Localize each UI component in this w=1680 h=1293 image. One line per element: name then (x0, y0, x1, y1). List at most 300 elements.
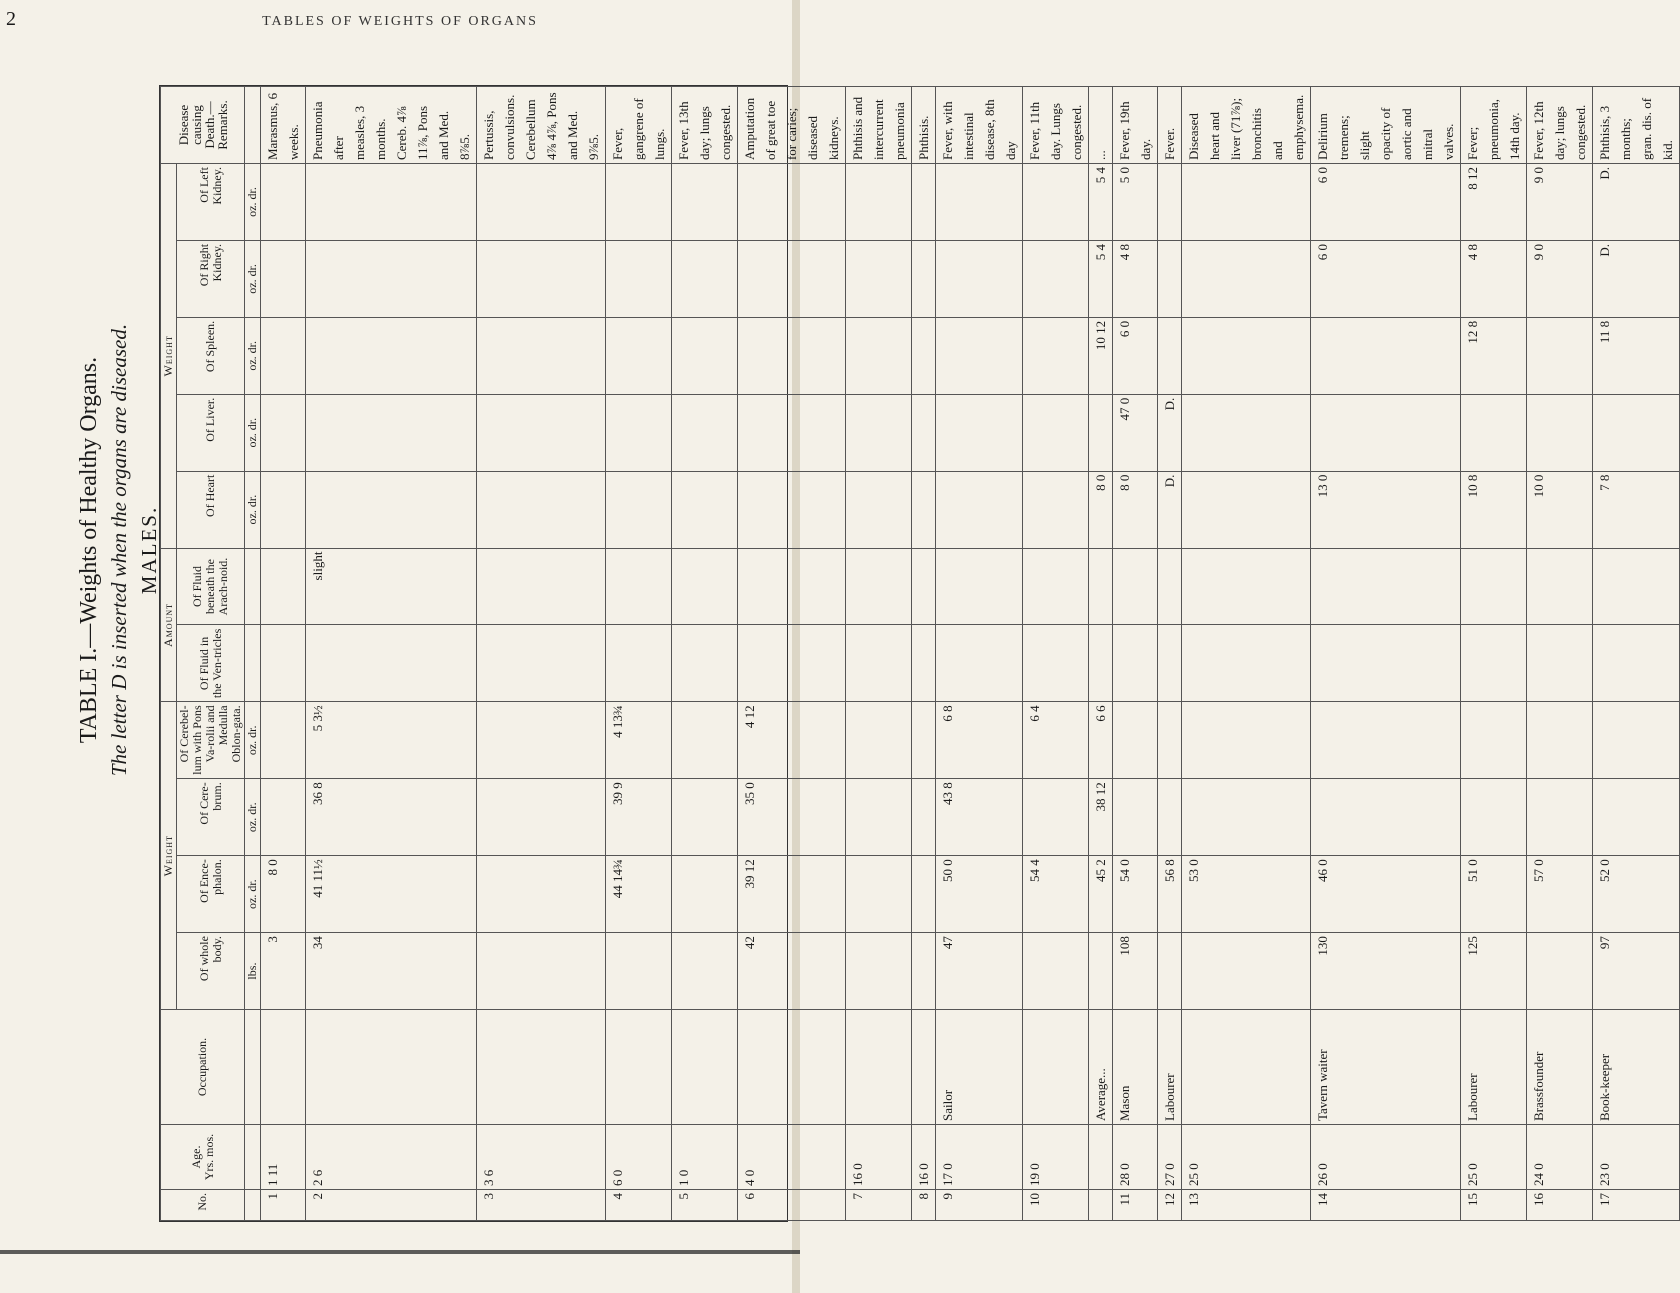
cell-cerebellum (1113, 702, 1158, 779)
cell-cerebrum (1023, 779, 1089, 856)
cell-occupation (477, 1010, 606, 1125)
cell-body (672, 933, 738, 1010)
cell-cerebrum (1311, 779, 1461, 856)
cell-spleen (672, 317, 738, 394)
cell-arach (1023, 548, 1089, 625)
unit-age (245, 1125, 261, 1190)
cell-rk (477, 240, 606, 317)
cell-enceph: 54 4 (1023, 856, 1089, 933)
cell-body (606, 933, 672, 1010)
cell-rk (912, 240, 936, 317)
cell-age: 1 0 (672, 1125, 738, 1190)
cell-lk: 5 4 (1089, 164, 1113, 241)
cell-disease: Fever, gangrene of lungs. (606, 87, 672, 164)
cell-heart: 10 0 (1527, 471, 1593, 548)
col-age-label: Age. (188, 1145, 203, 1169)
cell-spleen (477, 317, 606, 394)
cell-cerebrum (912, 779, 936, 856)
col-no: No. (161, 1190, 245, 1221)
cell-rk (738, 240, 846, 317)
cell-occupation: Tavern waiter (1311, 1010, 1461, 1125)
cell-enceph: 8 0 (261, 856, 306, 933)
col-fluid-arachnoid: Of Fluid beneath the Arach-noid. (177, 548, 245, 625)
cell-no: 5 (672, 1190, 738, 1221)
cell-age: 27 0 (1158, 1125, 1182, 1190)
cell-spleen (1182, 317, 1311, 394)
cell-disease: Fever, 19th day. (1113, 87, 1158, 164)
table-row (306, 87, 477, 1221)
cell-spleen (261, 317, 306, 394)
table-row (1023, 87, 1089, 1221)
cell-cerebellum: 4 13¾ (606, 702, 672, 779)
weights-table (160, 86, 1680, 1221)
cell-enceph: 53 0 (1182, 856, 1311, 933)
cell-rk (606, 240, 672, 317)
cell-enceph (912, 856, 936, 933)
cell-vent (1113, 625, 1158, 702)
cell-cerebrum (1461, 779, 1527, 856)
running-head: TABLES OF WEIGHTS OF ORGANS (262, 14, 538, 29)
table-row (672, 87, 738, 1221)
cell-cerebellum: 5 3½ (306, 702, 477, 779)
cell-body: 34 (306, 933, 477, 1010)
cell-liver (1089, 394, 1113, 471)
cell-age: 3 6 (477, 1125, 606, 1190)
cell-no: 13 (1182, 1190, 1311, 1221)
cell-vent (936, 625, 1023, 702)
cell-age: 25 0 (1461, 1125, 1527, 1190)
cell-vent (1182, 625, 1311, 702)
unit-whole-body: lbs. (245, 933, 261, 1010)
cell-vent (912, 625, 936, 702)
cell-heart (1182, 471, 1311, 548)
cell-disease: Pertussis, convulsions. Cerebellum 4⅞ 4⅞, Pons and Med. 9⅞5. (477, 87, 606, 164)
cell-arach (912, 548, 936, 625)
cell-cerebrum (1182, 779, 1311, 856)
cell-cerebrum (1527, 779, 1593, 856)
cell-age: 4 0 (738, 1125, 846, 1190)
cell-age: 16 0 (846, 1125, 912, 1190)
cell-heart (606, 471, 672, 548)
cell-rk (1158, 240, 1182, 317)
cell-cerebrum (1593, 779, 1680, 856)
cell-enceph: 56 8 (1158, 856, 1182, 933)
unit-disease (245, 87, 261, 164)
cell-occupation (261, 1010, 306, 1125)
cell-disease: Fever. (1158, 87, 1182, 164)
cell-cerebrum (1113, 779, 1158, 856)
cell-enceph (477, 856, 606, 933)
cell-body (1158, 933, 1182, 1010)
col-age (161, 1125, 245, 1190)
cell-body: 47 (936, 933, 1023, 1010)
cell-disease: ... (1089, 87, 1113, 164)
cell-age: 6 0 (606, 1125, 672, 1190)
cell-spleen (1527, 317, 1593, 394)
cell-arach (1158, 548, 1182, 625)
cell-rk (261, 240, 306, 317)
cell-lk (912, 164, 936, 241)
cell-liver (912, 394, 936, 471)
cell-cerebrum: 36 8 (306, 779, 477, 856)
cell-body (1023, 933, 1089, 1010)
cell-liver (477, 394, 606, 471)
cell-no (1089, 1190, 1113, 1221)
cell-age (1089, 1125, 1113, 1190)
cell-cerebellum (261, 702, 306, 779)
table-row (1593, 87, 1680, 1221)
unit-heart: oz. dr. (245, 471, 261, 548)
cell-occupation: Brassfounder (1527, 1010, 1593, 1125)
cell-arach (936, 548, 1023, 625)
unit-left-kidney: oz. dr. (245, 164, 261, 241)
cell-cerebrum (261, 779, 306, 856)
cell-arach (1461, 548, 1527, 625)
cell-liver (936, 394, 1023, 471)
cell-arach (477, 548, 606, 625)
cell-age: 24 0 (1527, 1125, 1593, 1190)
cell-age: 16 0 (912, 1125, 936, 1190)
cell-liver (306, 394, 477, 471)
cell-liver (1311, 394, 1461, 471)
table-row (1461, 87, 1527, 1221)
table-title: TABLE I.—Weights of Healthy Organs. (76, 356, 102, 744)
cell-enceph: 50 0 (936, 856, 1023, 933)
col-fluid-ventricles: Of Fluid in the Ven-tricles (177, 625, 245, 702)
cell-rk: 4 8 (1461, 240, 1527, 317)
cell-arach (846, 548, 912, 625)
cell-spleen (1023, 317, 1089, 394)
col-encephalon: Of Ence-phalon. (177, 856, 245, 933)
cell-arach: slight (306, 548, 477, 625)
unit-no (245, 1190, 261, 1221)
cell-body: 130 (1311, 933, 1461, 1010)
cell-cerebellum (1158, 702, 1182, 779)
cell-no: 16 (1527, 1190, 1593, 1221)
cell-occupation: Book-keeper (1593, 1010, 1680, 1125)
cell-vent (1089, 625, 1113, 702)
cell-vent (1593, 625, 1680, 702)
cell-lk (306, 164, 477, 241)
cell-spleen (1158, 317, 1182, 394)
unit-arachnoid (245, 548, 261, 625)
cell-spleen: 12 8 (1461, 317, 1527, 394)
cell-enceph: 39 12 (738, 856, 846, 933)
cell-spleen (606, 317, 672, 394)
cell-arach (738, 548, 846, 625)
cell-disease: Pneumonia after measles, 3 months. Cereb. 4⅞ 11⅞, Pons and Med. 8⅞5. (306, 87, 477, 164)
table-row (912, 87, 936, 1221)
cell-arach (1113, 548, 1158, 625)
cell-spleen (846, 317, 912, 394)
cell-spleen (738, 317, 846, 394)
unit-cerebrum: oz. dr. (245, 779, 261, 856)
cell-enceph: 45 2 (1089, 856, 1113, 933)
cell-cerebellum (1593, 702, 1680, 779)
cell-vent (1311, 625, 1461, 702)
cell-vent (1461, 625, 1527, 702)
cell-lk (1023, 164, 1089, 241)
cell-disease: Fever, 13th day; lungs congested. (672, 87, 738, 164)
cell-lk: 6 0 (1311, 164, 1461, 241)
cell-disease: Diseased heart and liver (71⅞); bronchitis and emphysema. (1182, 87, 1311, 164)
cell-no: 3 (477, 1190, 606, 1221)
cell-disease: Delirium tremens; slight opacity of aortic and mitral valves. (1311, 87, 1461, 164)
cell-liver (261, 394, 306, 471)
cell-spleen: 6 0 (1113, 317, 1158, 394)
table-row (1089, 87, 1113, 1221)
col-right-kidney: Of Right Kidney. (177, 240, 245, 317)
cell-lk (846, 164, 912, 241)
col-cerebrum: Of Cere-brum. (177, 779, 245, 856)
cell-heart: 8 0 (1113, 471, 1158, 548)
table-row (936, 87, 1023, 1221)
cell-body (912, 933, 936, 1010)
bottom-rule (0, 1250, 800, 1254)
cell-occupation (912, 1010, 936, 1125)
col-cerebellum: Of Cerebel-lum with Pons Va-rolii and Medulla Oblon-gata. (177, 702, 245, 779)
cell-occupation: Mason (1113, 1010, 1158, 1125)
cell-arach (672, 548, 738, 625)
cell-spleen: 10 12 (1089, 317, 1113, 394)
cell-body: 108 (1113, 933, 1158, 1010)
cell-liver (846, 394, 912, 471)
cell-age: 1 11 (261, 1125, 306, 1190)
cell-arach (606, 548, 672, 625)
col-liver: Of Liver. (177, 394, 245, 471)
cell-vent (261, 625, 306, 702)
group-weight-organs: Weight (161, 164, 177, 549)
cell-age: 28 0 (1113, 1125, 1158, 1190)
cell-no: 6 (738, 1190, 846, 1221)
cell-vent (606, 625, 672, 702)
cell-age: 25 0 (1182, 1125, 1311, 1190)
col-age-units: Yrs. mos. (201, 1133, 216, 1181)
cell-no: 12 (1158, 1190, 1182, 1221)
cell-no: 1 (261, 1190, 306, 1221)
cell-lk (606, 164, 672, 241)
col-whole-body: Of whole body. (177, 933, 245, 1010)
cell-occupation (306, 1010, 477, 1125)
cell-rk (936, 240, 1023, 317)
cell-cerebrum (846, 779, 912, 856)
cell-disease: Phthisis and intercurrent pneumonia (846, 87, 912, 164)
cell-liver (1593, 394, 1680, 471)
cell-heart (912, 471, 936, 548)
cell-body (1182, 933, 1311, 1010)
unit-occupation (245, 1010, 261, 1125)
col-heart: Of Heart (177, 471, 245, 548)
cell-age: 2 6 (306, 1125, 477, 1190)
cell-liver (1023, 394, 1089, 471)
cell-rk: 4 8 (1113, 240, 1158, 317)
cell-liver: D. (1158, 394, 1182, 471)
cell-heart: D. (1158, 471, 1182, 548)
cell-cerebellum (1311, 702, 1461, 779)
cell-vent (846, 625, 912, 702)
cell-age: 17 0 (936, 1125, 1023, 1190)
cell-spleen (936, 317, 1023, 394)
cell-rk (1182, 240, 1311, 317)
cell-no: 17 (1593, 1190, 1680, 1221)
cell-arach (1527, 548, 1593, 625)
cell-heart: 7 8 (1593, 471, 1680, 548)
cell-heart (738, 471, 846, 548)
table-titles (74, 270, 164, 830)
cell-body (1089, 933, 1113, 1010)
cell-occupation: Labourer (1158, 1010, 1182, 1125)
unit-right-kidney: oz. dr. (245, 240, 261, 317)
cell-rk: 6 0 (1311, 240, 1461, 317)
cell-vent (1158, 625, 1182, 702)
table-row (1182, 87, 1311, 1221)
table-row (1158, 87, 1182, 1221)
cell-heart: 10 8 (1461, 471, 1527, 548)
cell-lk (1182, 164, 1311, 241)
cell-rk (672, 240, 738, 317)
cell-heart: 8 0 (1089, 471, 1113, 548)
unit-ventricles (245, 625, 261, 702)
cell-lk: D. (1593, 164, 1680, 241)
cell-age: 23 0 (1593, 1125, 1680, 1190)
cell-enceph: 51 0 (1461, 856, 1527, 933)
cell-liver (738, 394, 846, 471)
cell-body (477, 933, 606, 1010)
cell-rk (306, 240, 477, 317)
table-row (1311, 87, 1461, 1221)
cell-body: 97 (1593, 933, 1680, 1010)
cell-occupation (1023, 1010, 1089, 1125)
cell-rk: 5 4 (1089, 240, 1113, 317)
cell-enceph: 46 0 (1311, 856, 1461, 933)
table-body (261, 87, 1680, 1221)
cell-liver (672, 394, 738, 471)
cell-cerebrum: 38 12 (1089, 779, 1113, 856)
group-amount: Amount (161, 548, 177, 702)
cell-cerebellum: 6 6 (1089, 702, 1113, 779)
cell-arach (1182, 548, 1311, 625)
table-row (1527, 87, 1593, 1221)
cell-cerebrum (477, 779, 606, 856)
cell-no: 11 (1113, 1190, 1158, 1221)
cell-rk (1023, 240, 1089, 317)
table-row (606, 87, 672, 1221)
col-left-kidney: Of Left Kidney. (177, 164, 245, 241)
cell-rk: 9 0 (1527, 240, 1593, 317)
cell-disease: Phthisis, 3 months; gran. dis. of kid. (1593, 87, 1680, 164)
cell-lk: 9 0 (1527, 164, 1593, 241)
table-row (261, 87, 306, 1221)
cell-no: 8 (912, 1190, 936, 1221)
cell-vent (477, 625, 606, 702)
weights-table-frame (159, 85, 1675, 1222)
cell-heart: 13 0 (1311, 471, 1461, 548)
cell-age: 26 0 (1311, 1125, 1461, 1190)
cell-disease: Phthisis. (912, 87, 936, 164)
cell-lk (738, 164, 846, 241)
cell-heart (936, 471, 1023, 548)
cell-occupation: Labourer (1461, 1010, 1527, 1125)
cell-disease: Fever; pneumonia, 14th day. (1461, 87, 1527, 164)
cell-enceph: 52 0 (1593, 856, 1680, 933)
cell-liver (606, 394, 672, 471)
unit-liver: oz. dr. (245, 394, 261, 471)
cell-cerebellum (1182, 702, 1311, 779)
cell-lk (672, 164, 738, 241)
cell-cerebellum (1527, 702, 1593, 779)
cell-heart (846, 471, 912, 548)
unit-cerebellum: oz. dr. (245, 702, 261, 779)
cell-cerebellum: 6 8 (936, 702, 1023, 779)
cell-disease: Amputation of great toe for caries; diseased kidneys. (738, 87, 846, 164)
cell-vent (306, 625, 477, 702)
cell-rk: D. (1593, 240, 1680, 317)
cell-enceph: 44 14¾ (606, 856, 672, 933)
cell-vent (1023, 625, 1089, 702)
cell-cerebellum: 4 12 (738, 702, 846, 779)
cell-spleen (306, 317, 477, 394)
col-disease: Disease causing Death.—Remarks. (161, 87, 245, 164)
cell-occupation (606, 1010, 672, 1125)
cell-cerebrum (672, 779, 738, 856)
cell-cerebrum: 39 9 (606, 779, 672, 856)
cell-no: 4 (606, 1190, 672, 1221)
cell-cerebellum: 6 4 (1023, 702, 1089, 779)
cell-lk (261, 164, 306, 241)
group-weight-brain: Weight (161, 702, 177, 1010)
cell-heart (477, 471, 606, 548)
cell-no: 15 (1461, 1190, 1527, 1221)
cell-no: 9 (936, 1190, 1023, 1221)
cell-arach (1311, 548, 1461, 625)
cell-heart (1023, 471, 1089, 548)
cell-no: 2 (306, 1190, 477, 1221)
cell-vent (738, 625, 846, 702)
cell-arach (1089, 548, 1113, 625)
cell-cerebellum (672, 702, 738, 779)
cell-enceph (846, 856, 912, 933)
cell-cerebrum: 43 8 (936, 779, 1023, 856)
cell-liver: 47 0 (1113, 394, 1158, 471)
cell-liver (1461, 394, 1527, 471)
cell-lk: 8 12 (1461, 164, 1527, 241)
cell-disease: Marasmus, 6 weeks. (261, 87, 306, 164)
cell-heart (306, 471, 477, 548)
cell-body: 42 (738, 933, 846, 1010)
table-subtitle: The letter D is inserted when the organs are diseased. (107, 323, 131, 777)
cell-age: 19 0 (1023, 1125, 1089, 1190)
cell-occupation (846, 1010, 912, 1125)
cell-vent (1527, 625, 1593, 702)
cell-enceph (672, 856, 738, 933)
cell-spleen (1311, 317, 1461, 394)
cell-occupation: Sailor (936, 1010, 1023, 1125)
page-number: 2 (6, 8, 16, 30)
cell-vent (672, 625, 738, 702)
cell-cerebrum (1158, 779, 1182, 856)
unit-spleen: oz. dr. (245, 317, 261, 394)
cell-lk (477, 164, 606, 241)
unit-encephalon: oz. dr. (245, 856, 261, 933)
cell-arach (261, 548, 306, 625)
cell-cerebellum (1461, 702, 1527, 779)
cell-cerebellum (477, 702, 606, 779)
cell-spleen (912, 317, 936, 394)
cell-cerebellum (912, 702, 936, 779)
table-row (1113, 87, 1158, 1221)
cell-body: 3 (261, 933, 306, 1010)
cell-heart (261, 471, 306, 548)
